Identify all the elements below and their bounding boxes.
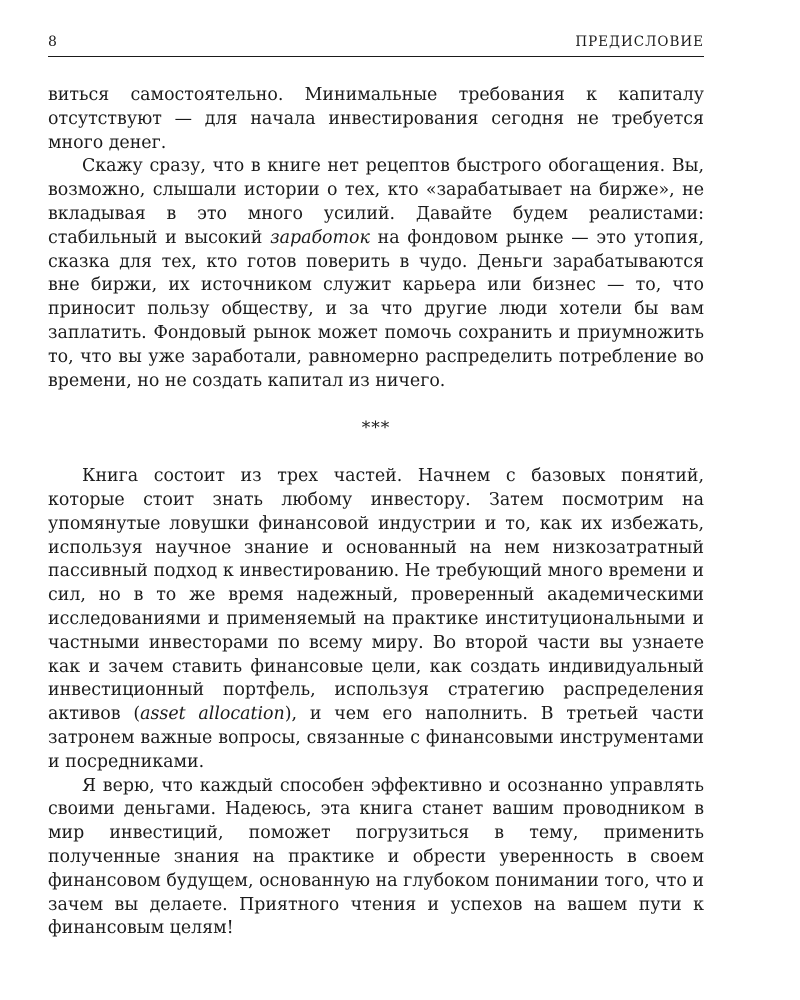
paragraph-text: Я верю, что каждый способен эффективно и осознанно управлять своими деньгами. Надеюсь, эта книга станет вашим проводником в мир инвестиций, поможет погрузиться в тему, применить полученные знания на практике и обрести уверенность в своем финансовом будущем, основанную на глубоком понимании того, что и зачем вы делаете. Приятного чтения и успехов на вашем пути к финансовым целям! — [48, 775, 704, 939]
italic-term-earnings: заработок — [270, 227, 370, 248]
paragraph-continuation — [48, 84, 704, 155]
paragraph-no-quick-riches — [48, 155, 704, 393]
page-header — [48, 34, 704, 57]
paragraph-text-before: Книга состоит из трех частей. Начнем с базовых понятий, которые стоит знать любому инвестору. Затем посмотрим на упомянутые ловушки финансовой индустрии и то, как их избежать, используя научное знание и основанный на нем низкозатратный пассивный подход к инвестированию. Не требующий много времени и сил, но в то же время надежный, проверенный академическими исследованиями и применяемый на практике институциональными и частными инвесторами по всему миру. Во второй части вы узнаете как и зачем ставить финансовые цели, как создать индивидуальный инвестиционный портфель, используя стратегию распределения активов ( — [48, 466, 704, 725]
paragraph-text-after: на фондовом рынке — это утопия, сказка для тех, кто готов поверить в чудо. Деньги зарабатываются вне биржи, их источником служит карьера или бизнес — то, что приносит пользу обществу, и за что другие люди хотели бы вам заплатить. Фондовый рынок может помочь сохранить и приумножить то, что вы уже заработали, равномерно распределить потребление во времени, но не создать капитал из ничего. — [48, 227, 704, 391]
paragraph-text-before: Скажу сразу, что в книге нет рецептов быстрого обогащения. Вы, возможно, слышали истории о тех, кто «зарабатывает на бирже», не вкладывая в это много усилий. Давайте будем реалистами: стабильный и высокий — [48, 156, 704, 248]
page-number: 8 — [48, 34, 58, 50]
paragraph-closing — [48, 775, 704, 942]
paragraph-text: виться самостоятельно. Минимальные требования к капиталу отсутствуют — для начала инвестирования сегодня не требуется много денег. — [48, 85, 704, 153]
italic-term-asset-allocation: asset allocation — [140, 704, 285, 725]
paragraph-text-after: ), и чем его наполнить. В третьей части затронем важные вопросы, связанные с финансовыми инструментами и посредниками. — [48, 704, 704, 772]
running-head: ПРЕДИСЛОВИЕ — [575, 34, 704, 50]
section-separator: *** — [361, 418, 391, 439]
paragraph-book-structure — [48, 465, 704, 774]
body-text — [48, 84, 704, 941]
